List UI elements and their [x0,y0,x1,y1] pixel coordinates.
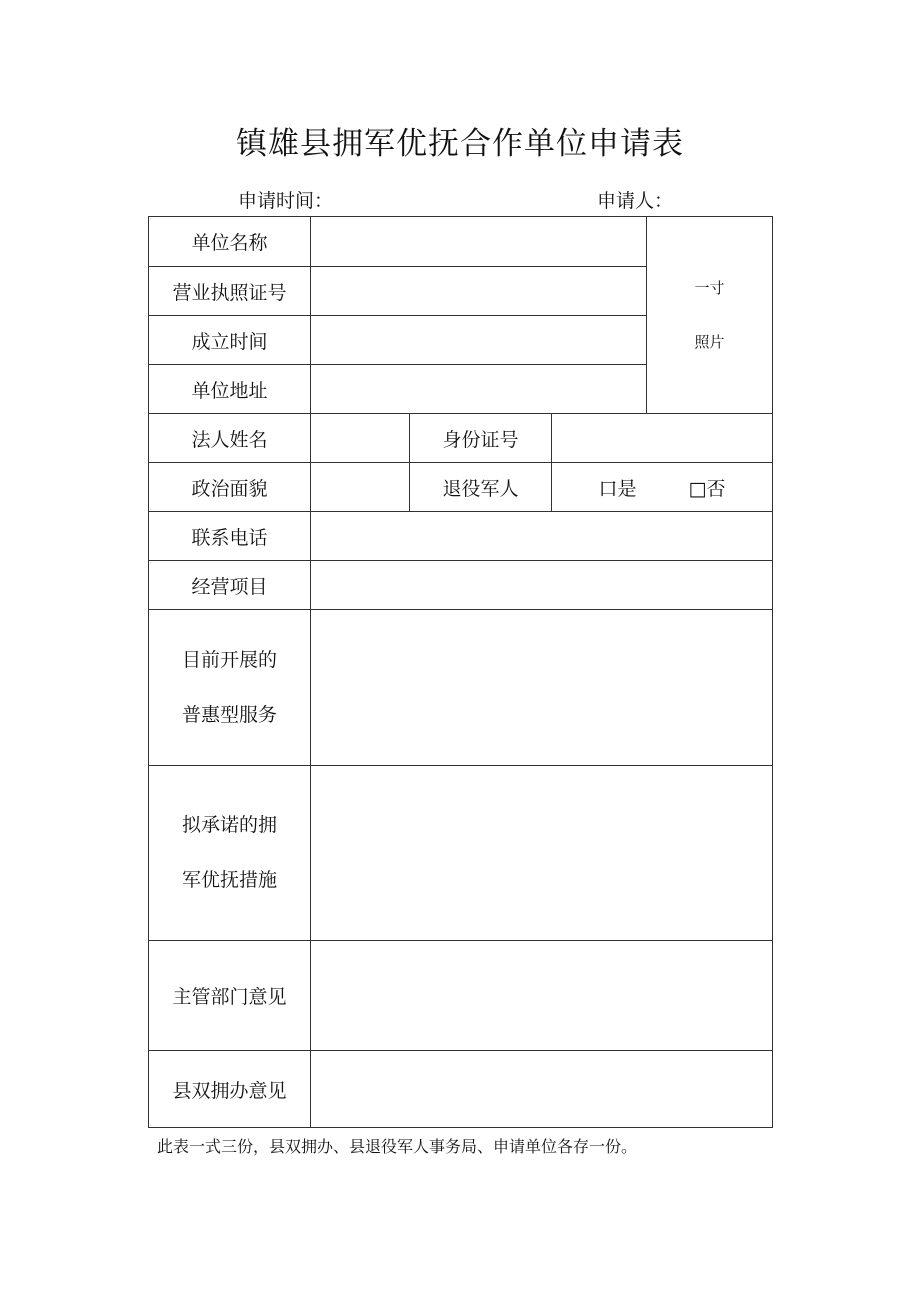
phone-label: 联系电话 [149,512,311,561]
measures-label-line2: 军优抚措施 [181,869,277,891]
political-status-field[interactable] [311,463,410,512]
applicant-label: 申请人： [597,190,674,212]
county-opinion-label: 县双拥办意见 [149,1051,311,1128]
dept-opinion-label: 主管部门意见 [149,941,311,1051]
legal-person-label: 法人姓名 [149,414,311,463]
measures-label-line1: 拟承诺的拥 [181,814,277,836]
veteran-yes-checkbox[interactable]: 口是 [598,477,637,500]
veteran-label: 退役军人 [410,463,552,512]
address-field[interactable] [311,365,647,414]
phone-field[interactable] [311,512,773,561]
veteran-no-checkbox[interactable]: □否 [688,477,726,500]
business-scope-field[interactable] [311,561,773,610]
services-label [149,610,311,766]
measures-field[interactable] [311,766,773,941]
id-no-field[interactable] [552,414,773,463]
photo-box [647,217,773,414]
unit-name-label: 单位名称 [149,217,311,267]
photo-label-line1: 一寸 [694,279,725,297]
founded-label: 成立时间 [149,316,311,365]
id-no-label: 身份证号 [410,414,552,463]
services-label-line2: 普惠型服务 [181,703,277,726]
page-title: 镇雄县拥军优抚合作单位申请表 [236,126,684,162]
application-form-table [148,216,773,1128]
photo-label-line2: 照片 [694,333,725,351]
business-scope-label: 经营项目 [149,561,311,610]
veteran-options [552,463,773,512]
license-no-label: 营业执照证号 [149,267,311,316]
county-opinion-field[interactable] [311,1051,773,1128]
license-no-field[interactable] [311,267,647,316]
legal-person-field[interactable] [311,414,410,463]
address-label: 单位地址 [149,365,311,414]
services-field[interactable] [311,610,773,766]
services-label-line1: 目前开展的 [181,648,277,671]
political-status-label: 政治面貌 [149,463,311,512]
founded-field[interactable] [311,316,647,365]
apply-time-label: 申请时间： [238,190,334,212]
dept-opinion-field[interactable] [311,941,773,1051]
measures-label [149,766,311,941]
footnote: 此表一式三份，县双拥办、县退役军人事务局、申请单位各存一份。 [157,1137,638,1156]
unit-name-field[interactable] [311,217,647,267]
